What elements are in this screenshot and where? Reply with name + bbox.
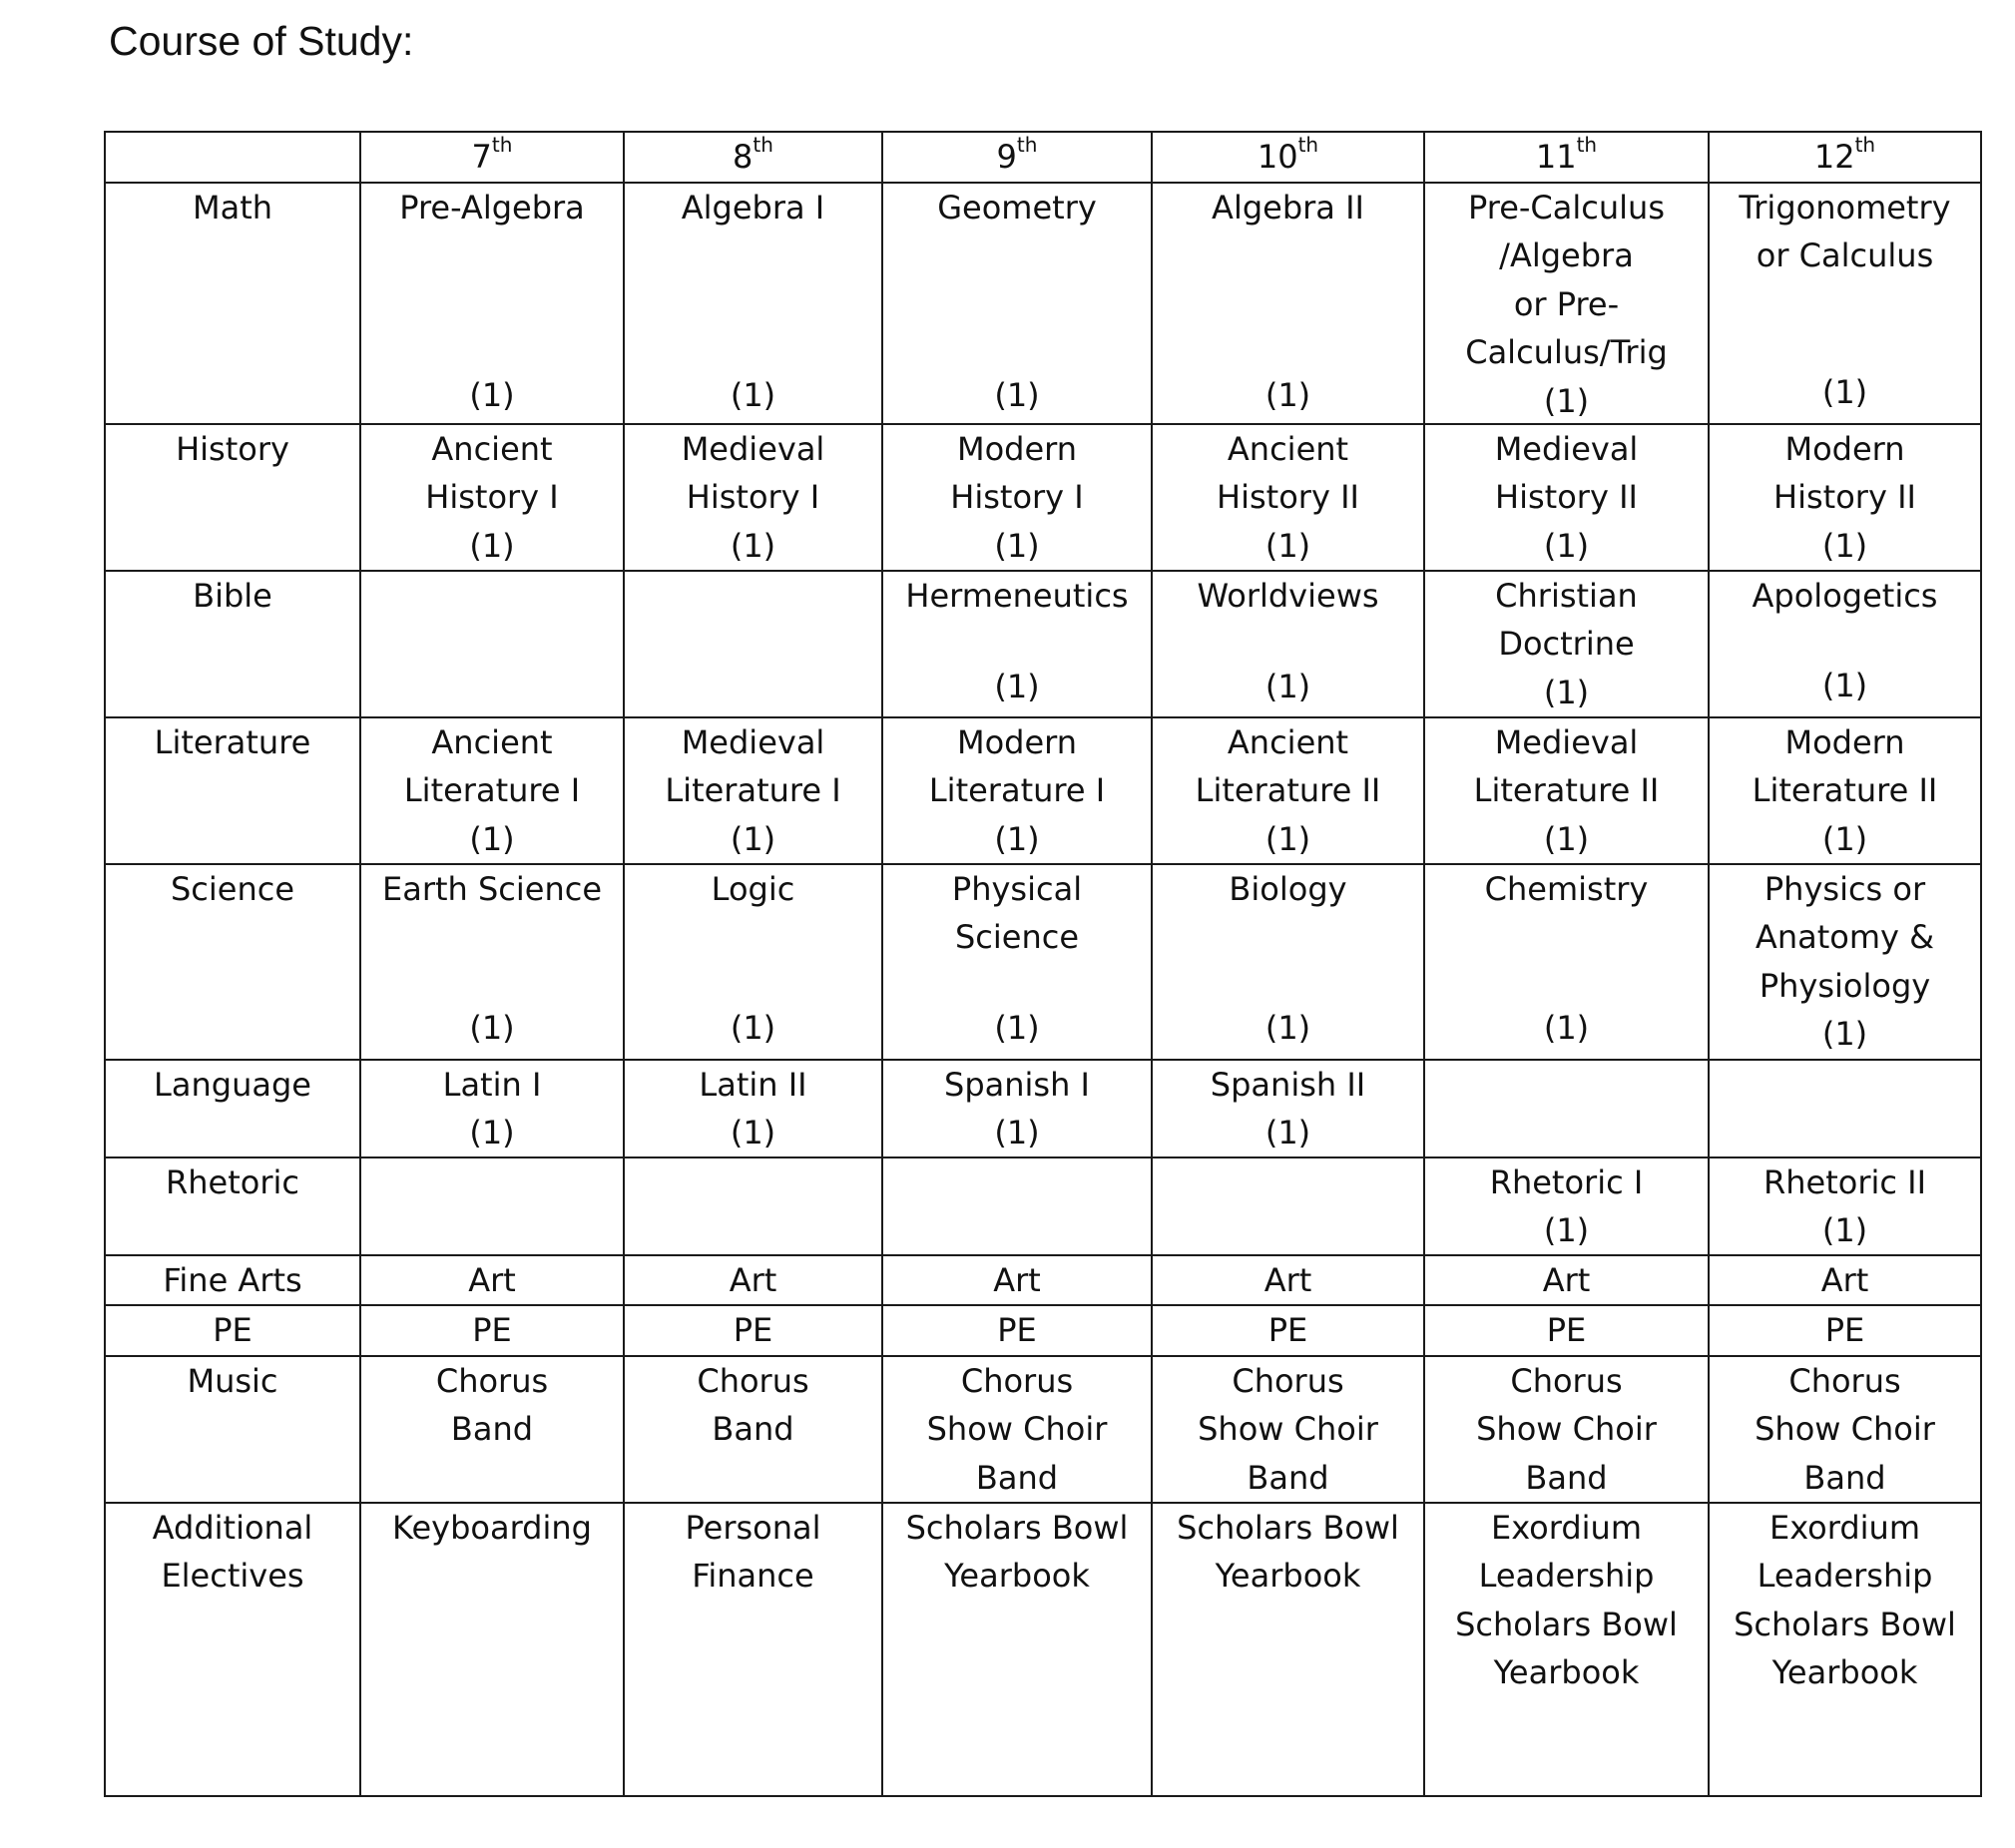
course-cell-content (1425, 1061, 1708, 1151)
grade-header: 12th (1709, 132, 1981, 183)
course-cell (360, 1157, 624, 1255)
course-cell-content (1153, 865, 1423, 1053)
course-name: Art (1263, 1260, 1312, 1299)
course-name: Pre-Calculus /Algebra or Pre- Calculus/Trig (1465, 188, 1668, 371)
course-cell-content (625, 1256, 881, 1299)
course-cell (1152, 864, 1424, 1060)
course-table-body (105, 183, 1981, 1796)
course-cell-content (361, 865, 623, 1053)
course-cell (360, 1503, 624, 1796)
course-cell (1709, 424, 1981, 571)
course-name: Apologetics (1752, 576, 1938, 615)
course-cell-content (883, 184, 1151, 420)
credit-value: (1) (1821, 1211, 1868, 1249)
subject-label-text: Rhetoric (166, 1162, 299, 1201)
course-cell-content (1425, 572, 1708, 711)
course-name: Latin I (442, 1065, 542, 1104)
course-cell-content (883, 1256, 1151, 1299)
course-name: Hermeneutics (905, 576, 1129, 615)
course-name: Biology (1229, 869, 1347, 908)
subject-label (105, 1060, 360, 1157)
subject-label-text: PE (213, 1311, 252, 1349)
course-cell-content (361, 1357, 623, 1497)
course-name: Art (729, 1260, 777, 1299)
course-cell (1709, 1255, 1981, 1306)
course-cell (1424, 864, 1709, 1060)
course-cell-content (1710, 1061, 1980, 1151)
course-cell (882, 1060, 1152, 1157)
credit-value: (1) (994, 1114, 1040, 1152)
credit-value: (1) (730, 819, 776, 858)
course-cell (1152, 1157, 1424, 1255)
course-cell (1152, 1305, 1424, 1356)
course-cell (624, 1060, 882, 1157)
course-cell (1709, 183, 1981, 424)
course-cell (360, 1305, 624, 1356)
course-cell-content (625, 1158, 881, 1249)
credit-value: (1) (730, 526, 776, 565)
course-cell-content (1710, 1306, 1980, 1349)
course-cell (624, 183, 882, 424)
subject-label (105, 1305, 360, 1356)
course-name: Medieval History II (1494, 429, 1639, 516)
course-cell-content (625, 1504, 881, 1789)
course-name: Modern History I (950, 429, 1084, 516)
course-cell (624, 717, 882, 864)
course-cell-content (625, 572, 881, 711)
course-cell-content (361, 1306, 623, 1349)
credit-value: (1) (994, 526, 1040, 565)
course-cell (1152, 571, 1424, 717)
course-cell (624, 1356, 882, 1503)
subject-label-text: Literature (154, 722, 311, 761)
course-cell-content (1710, 1357, 1980, 1497)
course-cell-content (625, 1357, 881, 1497)
course-cell (1424, 571, 1709, 717)
course-cell (1709, 571, 1981, 717)
course-cell (360, 424, 624, 571)
course-cell (360, 571, 624, 717)
course-cell (1152, 183, 1424, 424)
course-cell-content (1153, 1061, 1423, 1152)
credit-value: (1) (469, 1009, 515, 1047)
course-cell-content (1425, 718, 1708, 858)
course-cell (360, 1060, 624, 1157)
course-name: Rhetoric I (1489, 1162, 1644, 1201)
course-cell-content (361, 572, 623, 711)
credit-value: (1) (730, 1009, 776, 1047)
course-cell-content (1153, 184, 1423, 420)
course-cell (1152, 717, 1424, 864)
course-cell-content (625, 1061, 881, 1152)
course-name: PE (472, 1311, 512, 1349)
course-name: Algebra II (1212, 188, 1364, 227)
course-cell (1424, 183, 1709, 424)
subject-label (105, 717, 360, 864)
course-name: Latin II (699, 1065, 807, 1104)
table-row-finearts (105, 1255, 1981, 1306)
course-cell (360, 1356, 624, 1503)
subject-label-text: Bible (193, 576, 272, 615)
course-name: Art (1820, 1260, 1869, 1299)
credit-value: (1) (1821, 819, 1868, 858)
course-cell-content (1710, 718, 1980, 858)
credit-value: (1) (1264, 819, 1311, 858)
course-cell (1424, 1060, 1709, 1157)
course-name: Modern History II (1773, 429, 1916, 516)
credit-value: (1) (730, 375, 776, 414)
table-row-history (105, 424, 1981, 571)
credit-value: (1) (994, 819, 1040, 858)
subject-label (105, 864, 360, 1060)
course-cell-content (883, 865, 1151, 1053)
course-name: Exordium Leadership Scholars Bowl Yearbook (1455, 1508, 1678, 1691)
course-cell-content (1425, 1306, 1708, 1349)
course-cell-content (883, 1306, 1151, 1349)
course-cell-content (1425, 1158, 1708, 1249)
subject-label (105, 424, 360, 571)
credit-value: (1) (1543, 526, 1590, 565)
course-cell (624, 1503, 882, 1796)
course-name: Chemistry (1484, 869, 1649, 908)
course-name: Modern Literature II (1752, 722, 1938, 809)
course-name: Scholars Bowl Yearbook (1177, 1508, 1399, 1595)
course-cell (624, 571, 882, 717)
subject-label (105, 1356, 360, 1503)
course-cell (624, 1305, 882, 1356)
course-cell (1424, 1503, 1709, 1796)
credit-value: (1) (994, 667, 1040, 705)
course-cell (882, 1255, 1152, 1306)
course-cell-content (361, 718, 623, 858)
course-cell (882, 1356, 1152, 1503)
course-name: Christian Doctrine (1495, 576, 1638, 663)
course-cell (1424, 1305, 1709, 1356)
page-title: Course of Study: (109, 18, 414, 64)
course-cell-content (1710, 1158, 1980, 1249)
course-cell-content (1710, 184, 1980, 417)
course-cell-content (883, 718, 1151, 858)
course-cell (882, 424, 1152, 571)
grade-header-row (105, 132, 1981, 183)
course-cell (1424, 1255, 1709, 1306)
course-cell (1709, 1060, 1981, 1157)
course-name: Spanish II (1210, 1065, 1366, 1104)
course-name: Modern Literature I (928, 722, 1106, 809)
course-name: Earth Science (381, 869, 603, 908)
course-cell-content (1710, 1504, 1980, 1789)
course-cell-content (625, 718, 881, 858)
course-name: Ancient Literature II (1195, 722, 1381, 809)
course-name: Medieval History I (681, 429, 825, 516)
course-name: PE (997, 1311, 1037, 1349)
course-cell (624, 864, 882, 1060)
course-cell (882, 864, 1152, 1060)
grade-header: 9th (882, 132, 1152, 183)
credit-value: (1) (1543, 819, 1590, 858)
course-cell (1152, 1356, 1424, 1503)
credit-value: (1) (469, 1114, 515, 1152)
course-cell (1709, 1157, 1981, 1255)
course-cell-content (1425, 865, 1708, 1053)
course-name: Rhetoric II (1763, 1162, 1926, 1201)
course-name: Art (1542, 1260, 1591, 1299)
credit-value: (1) (469, 819, 515, 858)
course-name: Chorus Band (697, 1361, 809, 1448)
course-cell-content (1153, 1357, 1423, 1497)
course-cell-content (1153, 572, 1423, 711)
credit-value: (1) (1821, 667, 1868, 704)
credit-value: (1) (1264, 375, 1311, 414)
credit-value: (1) (1821, 526, 1868, 565)
course-of-study-table (104, 131, 1982, 1797)
course-name: Logic (711, 869, 795, 908)
course-name: Chorus Band (435, 1361, 549, 1448)
course-cell-content (1710, 865, 1980, 1053)
course-name: Geometry (937, 188, 1097, 227)
subject-label-text: Math (192, 188, 273, 227)
course-cell-content (1425, 1256, 1708, 1299)
subject-label-text: Fine Arts (163, 1260, 302, 1299)
course-name: Trigonometry or Calculus (1739, 188, 1951, 274)
subject-label (105, 1255, 360, 1306)
credit-value: (1) (994, 1009, 1040, 1047)
course-cell-content (1425, 1357, 1708, 1497)
course-name: Physical Science (951, 869, 1083, 956)
credit-value: (1) (1543, 673, 1590, 711)
course-cell (624, 1157, 882, 1255)
credit-value: (1) (469, 375, 515, 414)
course-cell (1709, 864, 1981, 1060)
course-cell-content (1710, 1256, 1980, 1299)
subject-label (105, 1503, 360, 1796)
table-row-electives (105, 1503, 1981, 1796)
course-cell (624, 1255, 882, 1306)
grade-header: 7th (360, 132, 624, 183)
course-cell (882, 717, 1152, 864)
credit-value: (1) (1821, 373, 1868, 411)
credit-value: (1) (1264, 667, 1311, 705)
subject-label-text: Additional Electives (152, 1508, 313, 1595)
table-row-music (105, 1356, 1981, 1503)
course-name: Medieval Literature I (665, 722, 841, 809)
course-cell (882, 1305, 1152, 1356)
course-cell-content (883, 1158, 1151, 1249)
course-name: Art (993, 1260, 1041, 1299)
course-cell (1709, 1503, 1981, 1796)
course-cell-content (1153, 425, 1423, 565)
course-cell-content (1425, 1504, 1708, 1789)
table-row-rhetoric (105, 1157, 1981, 1255)
course-cell (1709, 717, 1981, 864)
course-name: Spanish I (944, 1065, 1090, 1104)
course-cell (882, 183, 1152, 424)
credit-value: (1) (1821, 1015, 1868, 1053)
course-cell-content (883, 1357, 1151, 1497)
course-name: Worldviews (1197, 576, 1379, 615)
subject-label-text: Language (154, 1065, 311, 1104)
course-name: Scholars Bowl Yearbook (905, 1508, 1129, 1595)
course-name: Keyboarding (392, 1508, 592, 1547)
course-cell (360, 1255, 624, 1306)
grade-header: 11th (1424, 132, 1709, 183)
course-cell-content (361, 1504, 623, 1789)
table-row-pe (105, 1305, 1981, 1356)
course-name: Pre-Algebra (399, 188, 585, 227)
subject-label-text: Science (170, 869, 295, 908)
course-name: PE (1824, 1311, 1865, 1349)
course-cell (1152, 1503, 1424, 1796)
course-name: Chorus Show Choir Band (1755, 1361, 1935, 1497)
course-name: Exordium Leadership Scholars Bowl Yearbook (1734, 1508, 1956, 1691)
course-cell-content (1425, 425, 1708, 565)
course-cell (1709, 1305, 1981, 1356)
course-cell-content (361, 1061, 623, 1152)
course-cell-content (1153, 1158, 1423, 1249)
course-cell (624, 424, 882, 571)
course-cell (360, 717, 624, 864)
credit-value: (1) (730, 1114, 776, 1152)
grade-header: 8th (624, 132, 882, 183)
table-row-science (105, 864, 1981, 1060)
subject-label-text: History (176, 429, 289, 468)
course-cell (360, 864, 624, 1060)
course-cell-content (1425, 184, 1708, 420)
course-cell-content (625, 865, 881, 1053)
course-cell (1709, 1356, 1981, 1503)
course-cell-content (361, 425, 623, 565)
course-cell-content (361, 1158, 623, 1249)
course-cell (1424, 424, 1709, 571)
corner-cell (105, 132, 360, 183)
course-name: PE (1546, 1311, 1587, 1349)
course-name: Ancient History I (425, 429, 559, 516)
course-cell-content (1153, 718, 1423, 858)
course-cell (882, 571, 1152, 717)
course-cell-content (625, 1306, 881, 1349)
credit-value: (1) (1543, 1009, 1590, 1047)
course-cell-content (883, 425, 1151, 565)
credit-value: (1) (994, 375, 1040, 414)
course-cell-content (1153, 1306, 1423, 1349)
course-cell-content (1710, 425, 1980, 565)
table-row-literature (105, 717, 1981, 864)
course-cell-content (883, 572, 1151, 711)
course-cell (1424, 1157, 1709, 1255)
course-cell (1424, 717, 1709, 864)
course-name: PE (1267, 1311, 1308, 1349)
subject-label (105, 183, 360, 424)
table-row-language (105, 1060, 1981, 1157)
course-name: Medieval Literature II (1473, 722, 1660, 809)
course-cell (1152, 1255, 1424, 1306)
course-cell (882, 1157, 1152, 1255)
course-name: Chorus Show Choir Band (1476, 1361, 1657, 1497)
course-cell (1424, 1356, 1709, 1503)
subject-label-text: Music (187, 1361, 278, 1400)
course-name: Chorus Show Choir Band (1198, 1361, 1378, 1497)
course-cell-content (883, 1504, 1151, 1789)
course-cell (360, 183, 624, 424)
credit-value: (1) (1264, 1009, 1311, 1047)
course-name: Physics or Anatomy & Physiology (1755, 869, 1935, 1005)
course-cell-content (1153, 1256, 1423, 1299)
subject-label (105, 571, 360, 717)
course-name: Chorus Show Choir Band (926, 1361, 1108, 1497)
course-cell-content (361, 184, 623, 420)
credit-value: (1) (1264, 526, 1311, 565)
table-row-bible (105, 571, 1981, 717)
course-cell-content (883, 1061, 1151, 1152)
course-cell-content (625, 184, 881, 420)
course-name: Algebra I (681, 188, 825, 227)
course-cell (882, 1503, 1152, 1796)
subject-label (105, 1157, 360, 1255)
course-cell-content (1710, 572, 1980, 710)
course-cell-content (1153, 1504, 1423, 1789)
course-cell-content (361, 1256, 623, 1299)
course-name: PE (733, 1311, 773, 1349)
table-row-math (105, 183, 1981, 424)
credit-value: (1) (1543, 381, 1590, 420)
course-cell (1152, 424, 1424, 571)
credit-value: (1) (1543, 1211, 1590, 1249)
grade-header: 10th (1152, 132, 1424, 183)
course-cell (1152, 1060, 1424, 1157)
credit-value: (1) (469, 526, 515, 565)
credit-value: (1) (1264, 1114, 1311, 1152)
course-name: Ancient Literature I (403, 722, 581, 809)
course-name: Personal Finance (685, 1508, 821, 1595)
course-cell-content (625, 425, 881, 565)
course-name: Ancient History II (1217, 429, 1359, 516)
course-name: Art (468, 1260, 516, 1299)
